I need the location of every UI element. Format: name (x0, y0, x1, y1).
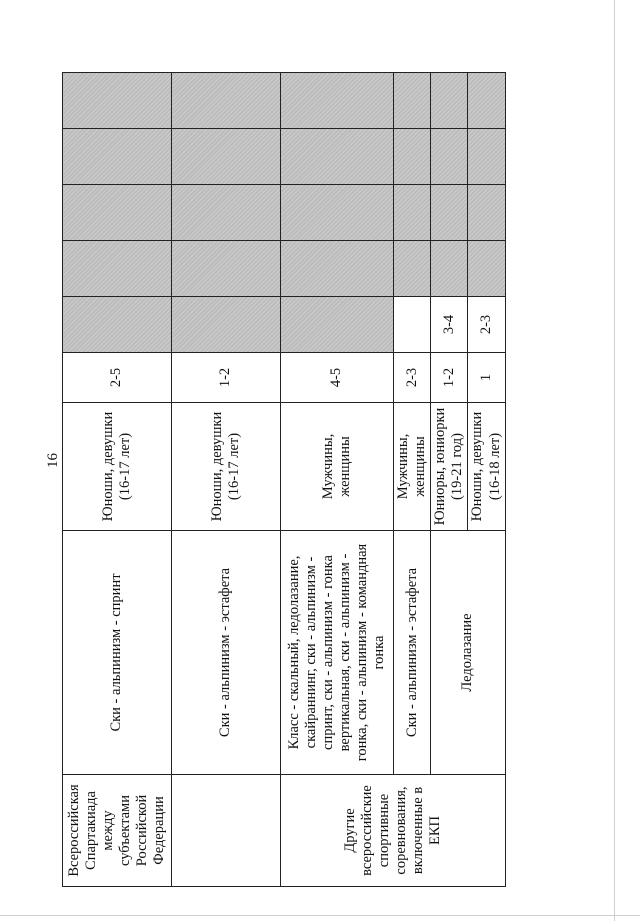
shaded-cell (394, 185, 431, 241)
shaded-cell (468, 73, 505, 129)
shaded-cell (281, 297, 394, 353)
rank-cell: 4-5 (281, 353, 394, 403)
table-row (172, 73, 281, 887)
rank-cell: 1-2 (431, 353, 468, 403)
shaded-cell (63, 241, 172, 297)
discipline-cell: Ски - альпинизм - эстафета (172, 531, 281, 775)
shaded-cell (281, 185, 394, 241)
shaded-cell (63, 185, 172, 241)
shaded-cell (431, 73, 468, 129)
participants-cell: Мужчины, женщины (281, 403, 394, 531)
shaded-cell (394, 73, 431, 129)
discipline-cell: Ски - альпинизм - спринт (63, 531, 172, 775)
group-cell-empty (172, 775, 281, 887)
discipline-cell: Класс - скальный, ледолазание, скайраннинг, ски - альпинизм - спринт, ски - альпинизм - гонка вертикальная, ски - альпинизм - гонка, ски - альпинизм - командная гонка (281, 531, 394, 775)
table-row (431, 73, 468, 887)
rank-cell: 2-5 (63, 353, 172, 403)
rank-cell: 1 (468, 353, 505, 403)
shaded-cell (172, 185, 281, 241)
shaded-cell (281, 73, 394, 129)
participants-cell: Юноши, девушки (16-17 лет) (63, 403, 172, 531)
page-number: 16 (45, 453, 61, 468)
shaded-cell (394, 129, 431, 185)
discipline-cell: Ски - альпинизм - эстафета (394, 531, 431, 775)
participants-cell: Юниоры, юниорки (19-21 год) (431, 403, 468, 531)
table-row (63, 73, 172, 887)
participants-cell: Юноши, девушки (16-18 лет) (468, 403, 505, 531)
shaded-cell (468, 241, 505, 297)
shaded-cell (394, 241, 431, 297)
extra-cell: 3-4 (431, 297, 468, 353)
empty-cell (394, 297, 431, 353)
shaded-cell (431, 241, 468, 297)
shaded-cell (63, 129, 172, 185)
discipline-cell: Ледолазание (431, 531, 505, 775)
shaded-cell (63, 297, 172, 353)
rotated-table-container (62, 73, 503, 887)
shaded-cell (281, 129, 394, 185)
scan-edge-line (614, 0, 615, 921)
shaded-cell (468, 129, 505, 185)
table-row (281, 73, 394, 887)
participants-cell: Мужчины, женщины (394, 403, 431, 531)
shaded-cell (431, 185, 468, 241)
shaded-cell (172, 129, 281, 185)
participants-cell: Юноши, девушки (16-17 лет) (172, 403, 281, 531)
rank-cell: 1-2 (172, 353, 281, 403)
shaded-cell (63, 73, 172, 129)
shaded-cell (431, 129, 468, 185)
shaded-cell (172, 73, 281, 129)
table-row (394, 73, 431, 887)
rank-cell: 2-3 (394, 353, 431, 403)
group-cell: Всероссийская Спартакиада между субъектами Российской Федерации (63, 775, 172, 887)
sports-table (62, 72, 506, 887)
extra-cell: 2-3 (468, 297, 505, 353)
shaded-cell (468, 185, 505, 241)
shaded-cell (281, 241, 394, 297)
shaded-cell (172, 241, 281, 297)
group-cell: Другие всероссийские спортивные соревнования, включенные в ЕКП (281, 775, 506, 887)
scan-edge-line (0, 915, 640, 916)
shaded-cell (172, 297, 281, 353)
